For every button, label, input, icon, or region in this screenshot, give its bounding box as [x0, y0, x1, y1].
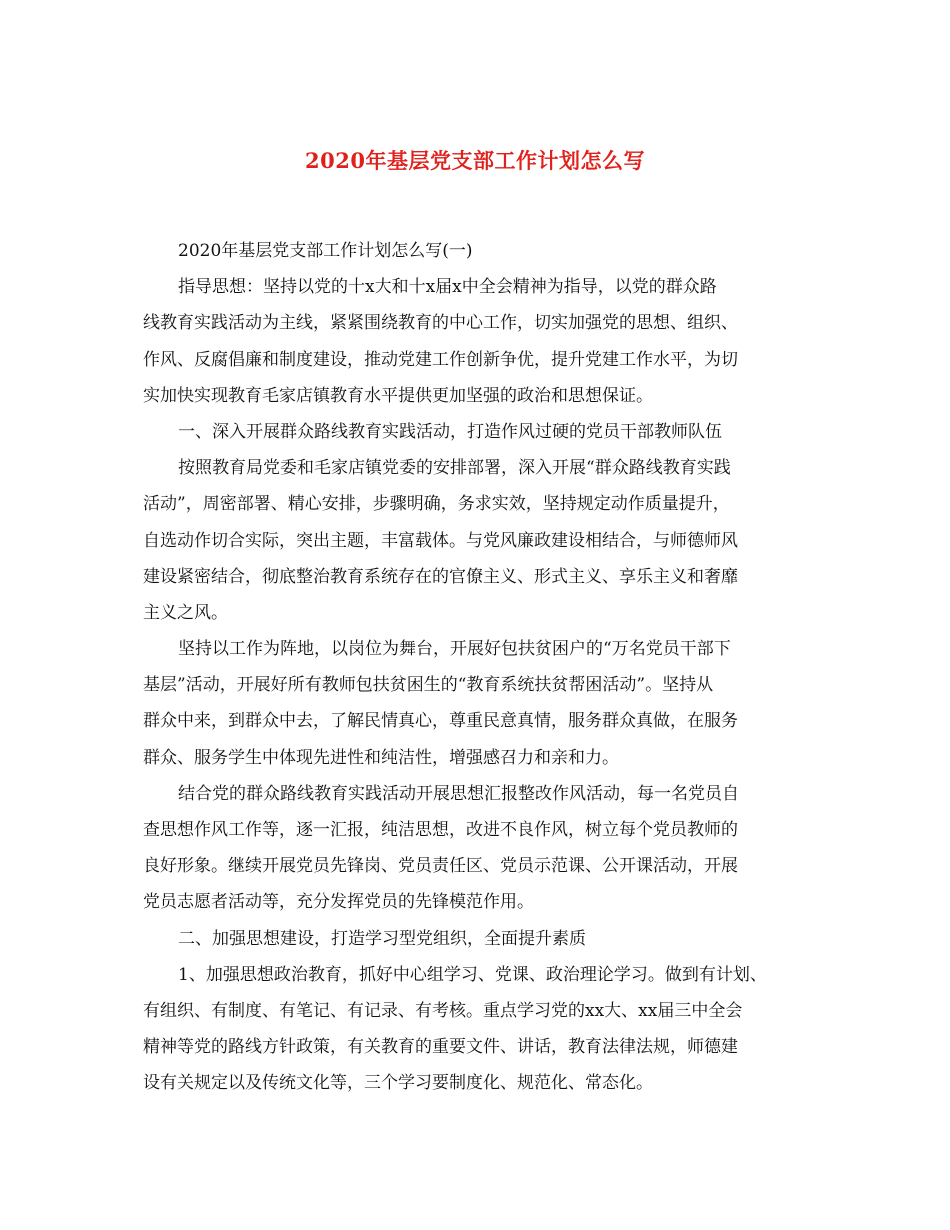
document-body	[143, 233, 823, 1102]
text-line: 二、加强思想建设，打造学习型党组织，全面提升素质	[178, 928, 586, 949]
text-line: 党员志愿者活动等，充分发挥党员的先锋模范作用。	[143, 892, 534, 913]
text-line: 基层”活动，开展好所有教师包扶贫困生的“教育系统扶贫帮困活动”。坚持从	[143, 675, 714, 696]
text-line: 结合党的群众路线教育实践活动开展思想汇报整改作风活动，每一名党员自	[178, 783, 739, 804]
text-line: 自选动作切合实际，突出主题，丰富载体。与党风廉政建设相结合，与师德师风	[143, 530, 738, 551]
text-line: 指导思想：坚持以党的十x大和十x届x中全会精神为指导，以党的群众路	[178, 277, 717, 298]
text-line: 2020年基层党支部工作计划怎么写(一)	[178, 241, 473, 261]
text-line: 实加快实现教育毛家店镇教育水平提供更加坚强的政治和思想保证。	[143, 385, 653, 406]
text-line: 群众中来，到群众中去，了解民情真心，尊重民意真情，服务群众真做，在服务	[143, 711, 738, 732]
text-line: 按照教育局党委和毛家店镇党委的安排部署，深入开展“群众路线教育实践	[178, 458, 731, 479]
text-line: 建设紧密结合，彻底整治教育系统存在的官僚主义、形式主义、享乐主义和奢靡	[143, 566, 738, 587]
text-line: 有组织、有制度、有笔记、有记录、有考核。重点学习党的xx大、xx届三中全会	[143, 1000, 743, 1021]
text-line: 良好形象。继续开展党员先锋岗、党员责任区、党员示范课、公开课活动，开展	[143, 856, 738, 877]
text-line: 一、深入开展群众路线教育实践活动，打造作风过硬的党员干部教师队伍	[178, 421, 722, 442]
text-line: 1、加强思想政治教育，抓好中心组学习、党课、政治理论学习。做到有计划、	[178, 964, 767, 985]
text-line: 群众、服务学生中体现先进性和纯洁性，增强感召力和亲和力。	[143, 747, 619, 768]
text-line: 坚持以工作为阵地，以岗位为舞台，开展好包扶贫困户的“万名党员干部下	[178, 639, 731, 660]
text-line: 设有关规定以及传统文化等，三个学习要制度化、规范化、常态化。	[143, 1073, 653, 1094]
text-line: 查思想作风工作等，逐一汇报，纯洁思想，改进不良作风，树立每个党员教师的	[143, 820, 738, 840]
text-line: 主义之风。	[143, 602, 228, 623]
document-title: 2020年基层党支部工作计划怎么写	[305, 148, 645, 173]
text-line: 线教育实践活动为主线，紧紧围绕教育的中心工作，切实加强党的思想、组织、	[143, 313, 738, 334]
text-line: 活动”，周密部署、精心安排，步骤明确，务求实效，坚持规定动作质量提升，	[143, 494, 730, 515]
text-line: 作风、反腐倡廉和制度建设，推动党建工作创新争优，提升党建工作水平，为切	[143, 349, 738, 370]
text-line: 精神等党的路线方针政策，有关教育的重要文件、讲话，教育法律法规，师德建	[143, 1037, 738, 1058]
